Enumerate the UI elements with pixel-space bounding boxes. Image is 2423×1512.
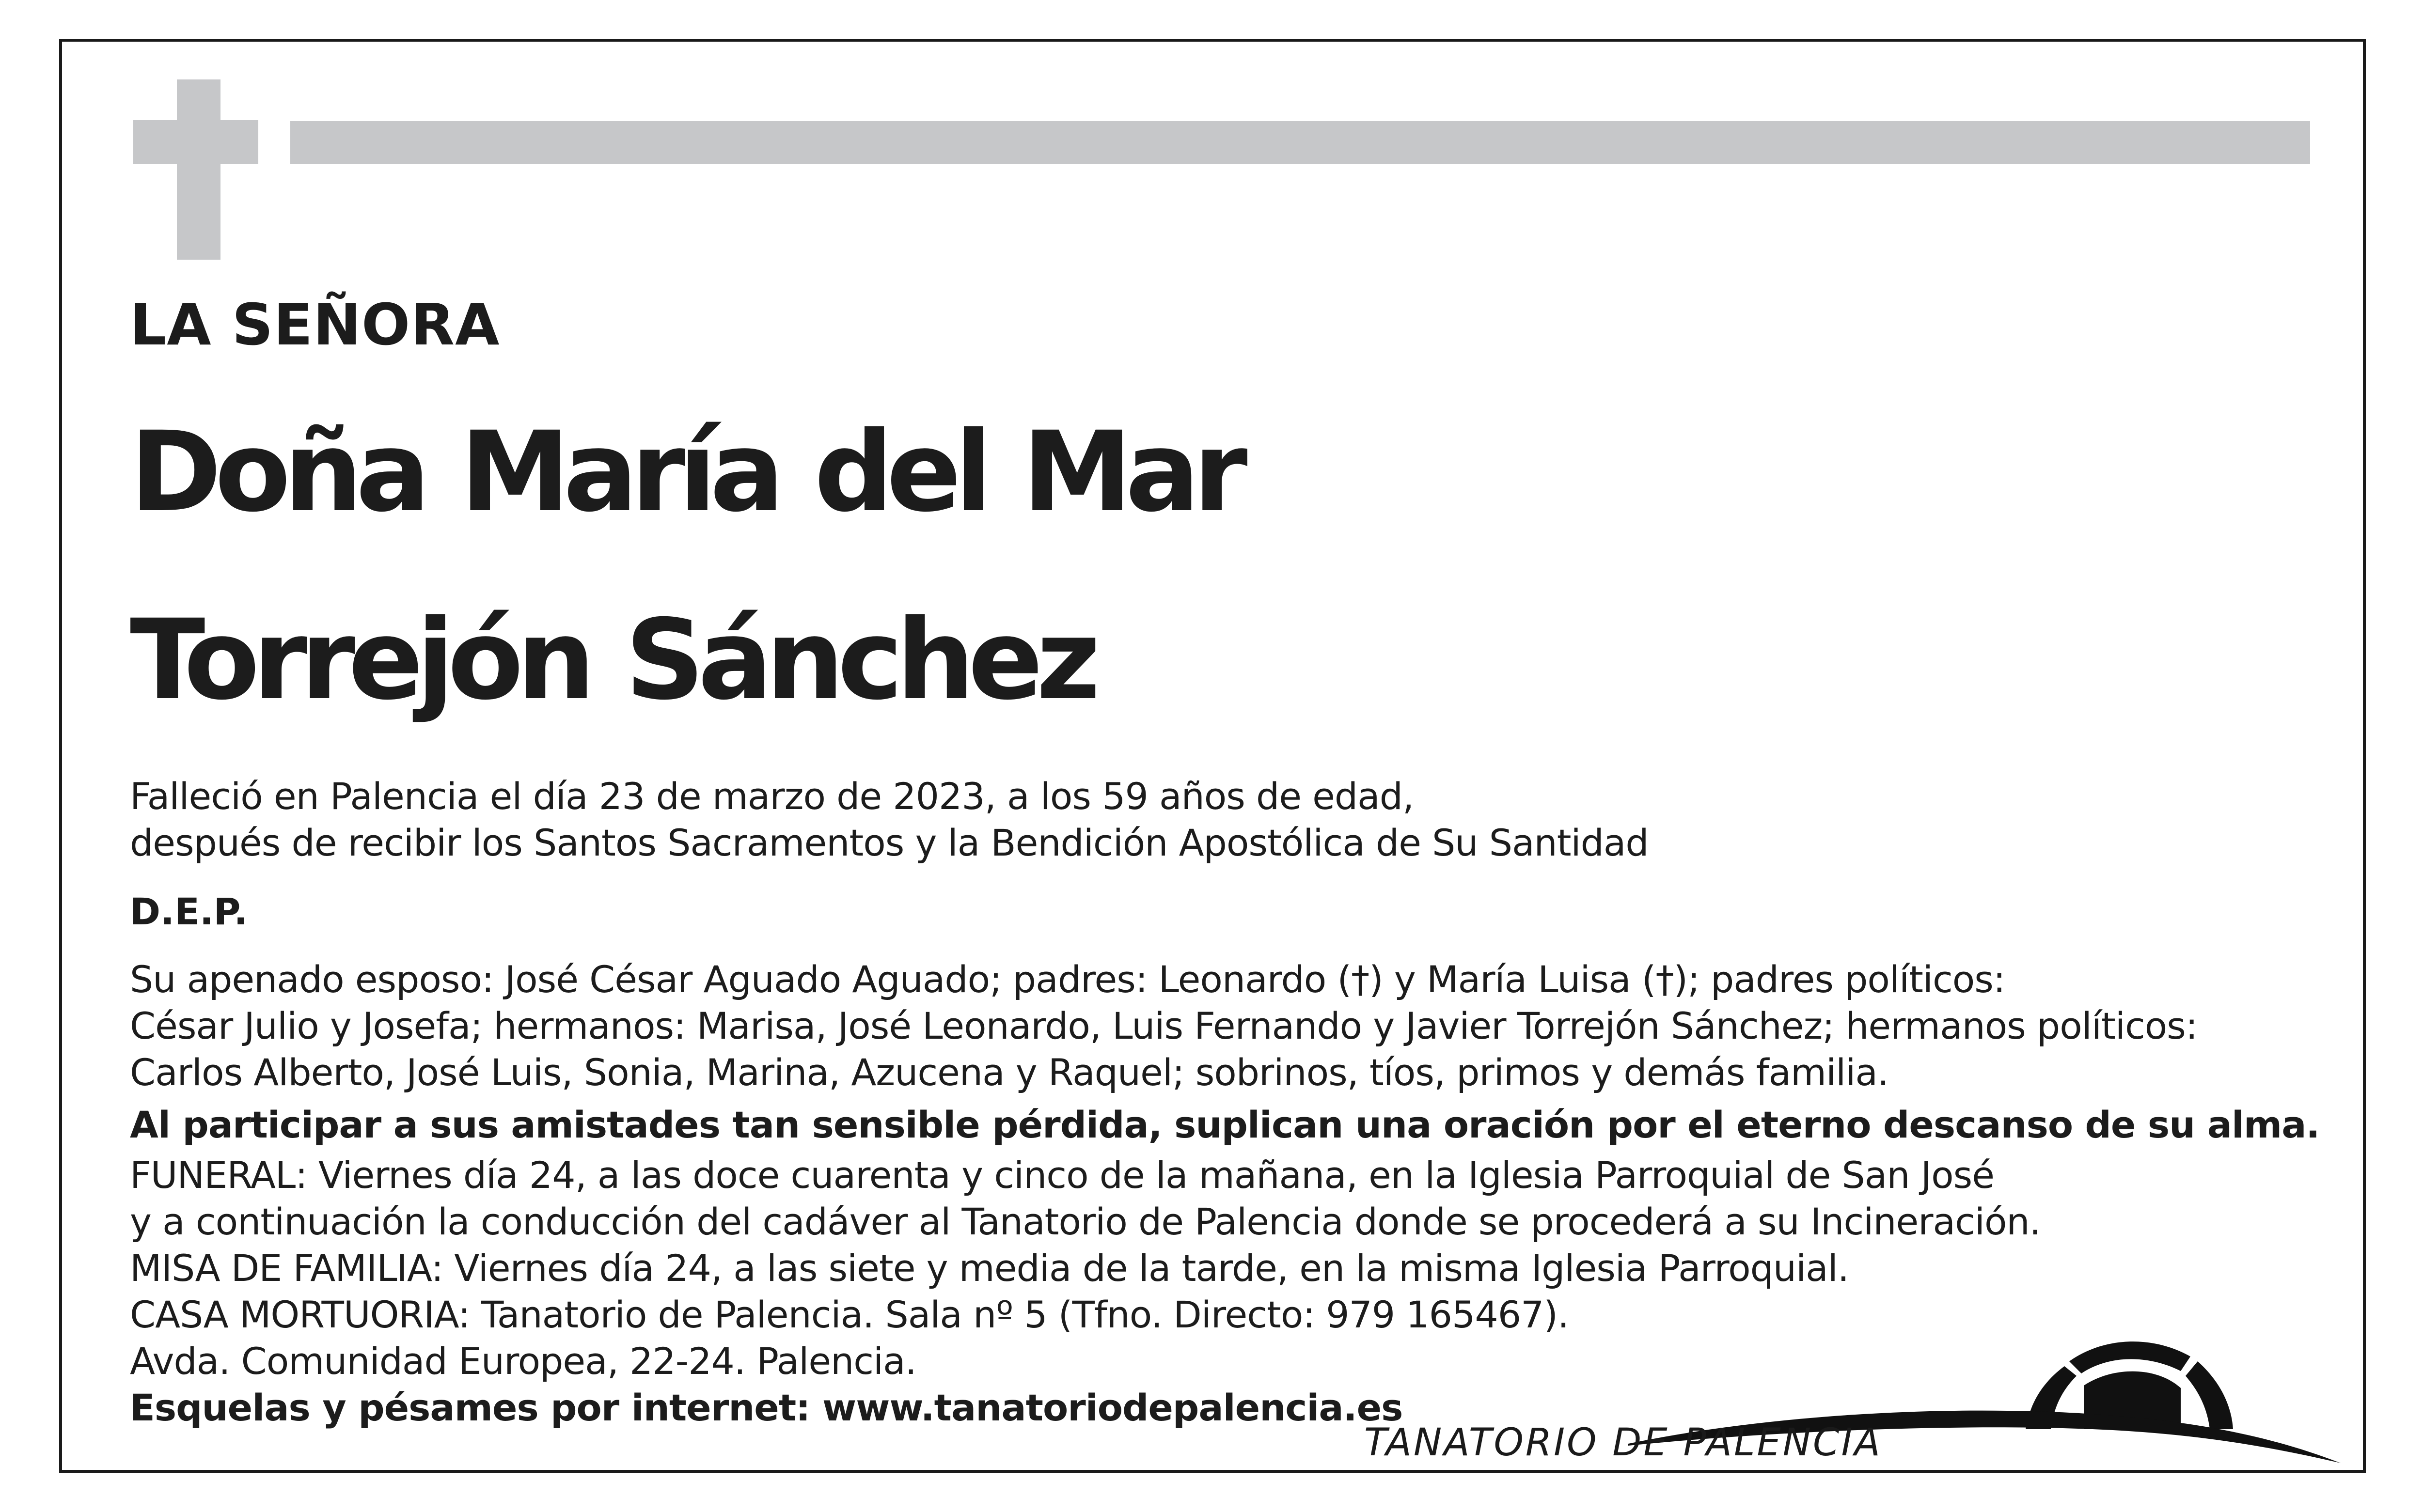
family-line-1: Su apenado esposo: José César Aguado Aguado; padres: Leonardo (†) y María Luisa (†); padres políticos: — [130, 958, 2005, 1001]
funeral-line-1: FUNERAL: Viernes día 24, a las doce cuarenta y cinco de la mañana, en la Iglesia Parroquial de San José — [130, 1153, 1994, 1197]
header-bar — [290, 121, 2310, 164]
name-line-1: Doña María del Mar — [130, 407, 1241, 536]
address-line: Avda. Comunidad Europea, 22-24. Palencia. — [130, 1340, 916, 1383]
name-line-2: Torrejón Sánchez — [130, 595, 1094, 724]
dep-text: D.E.P. — [130, 890, 248, 933]
death-line-1: Falleció en Palencia el día 23 de marzo de 2023, a los 59 años de edad, — [130, 775, 1414, 818]
cross-icon-vertical — [177, 79, 220, 260]
tanatorio-logo-text: TANATORIO DE PALENCIA — [1364, 1421, 1882, 1465]
family-list — [130, 956, 2359, 1096]
honorific: LA SEÑORA — [130, 291, 500, 358]
death-details — [130, 773, 2359, 866]
cross-icon-horizontal — [133, 120, 258, 164]
family-line-2: César Julio y Josefa; hermanos: Marisa, José Leonardo, Luis Fernando y Javier Torrejón Sánchez; hermanos políticos: — [130, 1004, 2198, 1047]
mortuary-line: CASA MORTUORIA: Tanatorio de Palencia. Sala nº 5 (Tfno. Directo: 979 165467). — [130, 1293, 1569, 1336]
death-line-2: después de recibir los Santos Sacramentos y la Bendición Apostólica de Su Santidad — [130, 821, 1649, 864]
deceased-name — [130, 378, 2359, 754]
logo-dome-right — [2186, 1361, 2233, 1429]
internet-line: Esquelas y pésames por internet: www.tanatoriodepalencia.es — [130, 1386, 1403, 1429]
family-mass-line: MISA DE FAMILIA: Viernes día 24, a las siete y media de la tarde, en la misma Iglesia Parroquial. — [130, 1247, 1849, 1290]
family-line-3: Carlos Alberto, José Luis, Sonia, Marina, Azucena y Raquel; sobrinos, tíos, primos y demás familia. — [130, 1051, 1889, 1094]
prayer-request: Al participar a sus amistades tan sensible pérdida, suplican una oración por el eterno descanso de su alma. — [130, 1103, 2320, 1146]
funeral-line-2: y a continuación la conducción del cadáver al Tanatorio de Palencia donde se procederá a su Incineración. — [130, 1200, 2041, 1243]
notice-content — [130, 291, 2359, 1431]
logo-dome-center — [2069, 1341, 2190, 1373]
